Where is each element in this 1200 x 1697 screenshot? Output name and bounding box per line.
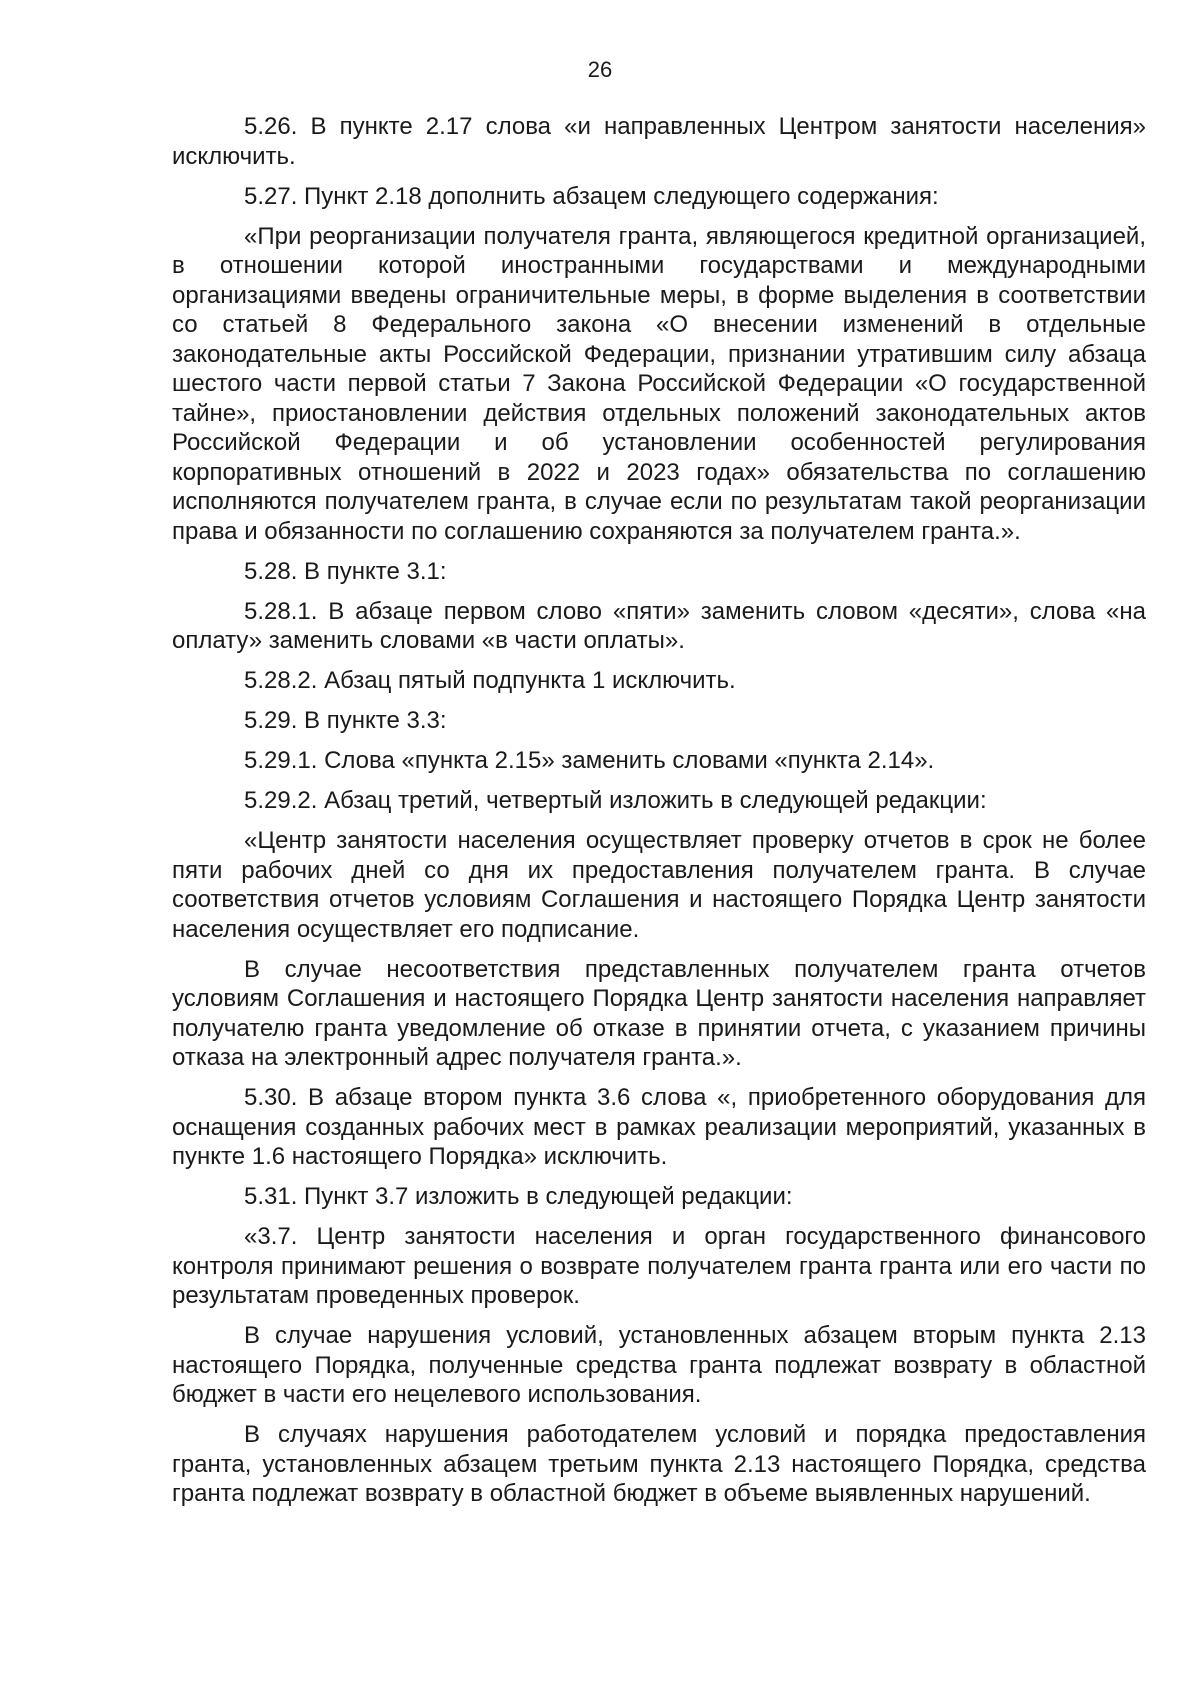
paragraph-report-refusal: В случае несоответствия представленных получателем гранта отчетов условиям Соглашения и настоящего Порядка Центр занятости населения направляет получателю гранта уведомление об отказе в принятии отчета, с указанием причины отказа на электронный адрес получателя гранта.». [172, 955, 1146, 1071]
paragraph-5-31: 5.31. Пункт 3.7 изложить в следующей редакции: [244, 1183, 793, 1210]
paragraph-return-misuse: В случае нарушения условий, установленных абзацем вторым пункта 2.13 настоящего Порядка, полученные средства гранта подлежат возврату в областной бюджет в части его нецелевого использования. [172, 1322, 1146, 1408]
paragraph-5-29: 5.29. В пункте 3.3: [244, 707, 447, 734]
paragraph-5-26: 5.26. В пункте 2.17 слова «и направленных Центром занятости населения» исключить. [172, 113, 1146, 170]
paragraph-5-28-2: 5.28.2. Абзац пятый подпункта 1 исключить. [244, 667, 736, 694]
paragraph-report-check: «Центр занятости населения осуществляет проверку отчетов в срок не более пяти рабочих дней со дня их предоставления получателем гранта. В случае соответствия отчетов условиям Соглашения и настоящего Порядка Центр занятости населения осуществляет его подписание. [172, 827, 1146, 943]
paragraph-5-28: 5.28. В пункте 3.1: [244, 557, 447, 585]
paragraph-2-18-addition: «При реорганизации получателя гранта, являющегося кредитной организацией, в отношении которой иностранными государствами и международными организациями введены ограничительные меры, в форме выделения в соответствии со статьей 8 Федерального закона «О внесении изменений в отдельные законодательные акты Российской Федерации, признании утратившим силу абзаца шестого части первой статьи 7 Закона Российской Федерации «О государственной тайне», приостановлении действия отдельных положений законодательных актов Российской Федерации и об установлении особенностей регулирования корпоративных отношений в 2022 и 2023 годах» обязательства по соглашению исполняются получателем гранта, в случае если по результатам такой реорганизации права и обязанности по соглашению сохраняются за получателем гранта.». [172, 222, 1146, 545]
paragraph-return-violations: В случаях нарушения работодателем условий и порядка предоставления гранта, установленных абзацем третьим пункта 2.13 настоящего Порядка, средства гранта подлежат возврату в областной бюджет в объеме выявленных нарушений. [172, 1421, 1146, 1507]
paragraph-5-27: 5.27. Пункт 2.18 дополнить абзацем следующего содержания: [244, 182, 939, 210]
paragraph-5-30: 5.30. В абзаце втором пункта 3.6 слова «, приобретенного оборудования для оснащения созданных рабочих мест в рамках реализации мероприятий, указанных в пункте 1.6 настоящего Порядка» исключить. [172, 1084, 1146, 1170]
paragraph-5-29-2: 5.29.2. Абзац третий, четвертый изложить в следующей редакции: [244, 787, 987, 814]
paragraph-5-28-1: 5.28.1. В абзаце первом слово «пяти» заменить словом «десяти», слова «на оплату» заменить словами «в части оплаты». [172, 597, 1146, 654]
paragraph-5-29-1: 5.29.1. Слова «пункта 2.15» заменить словами «пункта 2.14». [244, 747, 935, 774]
page-number: 26 [587, 57, 613, 82]
document-body [172, 112, 1146, 1519]
paragraph-3-7: «3.7. Центр занятости населения и орган государственного финансового контроля принимают решения о возврате получателем гранта гранта или его части по результатам проведенных проверок. [172, 1223, 1146, 1309]
